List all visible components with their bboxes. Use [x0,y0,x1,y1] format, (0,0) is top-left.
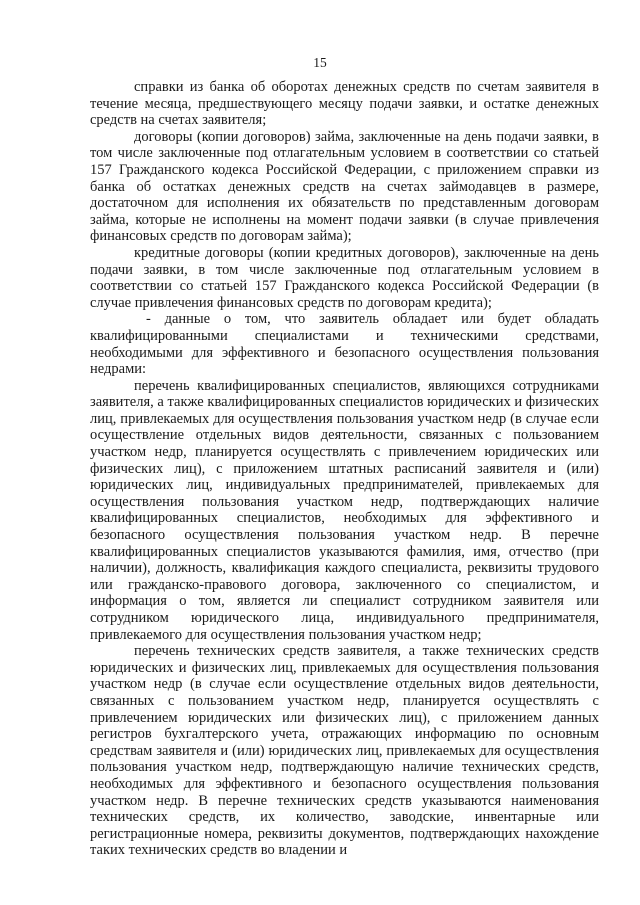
document-body [90,79,599,859]
paragraph-bank-statements: справки из банка об оборотах денежных средств по счетам заявителя в течение месяца, предшествующего месяцу подачи заявки, и остатке денежных средств на счетах заявителя; [90,79,599,129]
paragraph-credit-agreements: кредитные договоры (копии кредитных договоров), заключенные на день подачи заявки, в том числе заключенные под отлагательным условием в соответствии со статьей 157 Гражданского кодекса Российской Федерации (в случае привлечения финансовых средств по договорам кредита); [90,244,599,311]
page-number: 15 [313,55,327,70]
paragraph-technical-means-list: перечень технических средств заявителя, а также технических средств юридических и физических лиц, привлекаемых для осуществления пользования участком недр (в случае если осуществление отдельных видов деятельности, связанных с пользованием участком недр, планируется осуществлять с привлечением юридических или физических лиц), с приложением данных регистров бухгалтерского учета, отражающих информацию по основным средствам заявителя и (или) юридических лиц, привлекаемых для осуществления пользования участком недр, подтверждающую наличие технических средств, необходимых для эффективного и безопасного осуществления пользования участком недр. В перечне технических средств указываются наименования технических средств, их количество, заводские, инвентарные или регистрационные номера, реквизиты документов, подтверждающих нахождение таких технических средств во владении и [90,643,599,859]
paragraph-loan-agreements: договоры (копии договоров) займа, заключенные на день подачи заявки, в том числе заключенные под отлагательным условием в соответствии со статьей 157 Гражданского кодекса Российской Федерации, с приложением справки из банка об остатках денежных средств на счетах займодавцев в размере, достаточном для исполнения их обязательств по представленным договорам займа, которые не исполнены на момент подачи заявки (в случае привлечения финансовых средств по договорам займа); [90,128,599,245]
paragraph-specialists-list: перечень квалифицированных специалистов, являющихся сотрудниками заявителя, а также квалифицированных специалистов юридических и физических лиц, привлекаемых для осуществления пользования участком недр (в случае если осуществление отдельных видов деятельности, связанных с пользованием участком недр, планируется осуществлять с привлечением юридических или физических лиц), с приложением штатных расписаний заявителя и (или) юридических лиц, индивидуальных предпринимателей, привлекаемых для осуществления пользования участком недр, подтверждающих наличие квалифицированных специалистов, необходимых для эффективного и безопасного осуществления пользования участком недр. В перечне квалифицированных специалистов указываются фамилия, имя, отчество (при наличии), должность, квалификация каждого специалиста, реквизиты трудового или гражданско-правового договора, заключенного со специалистом, и информация о том, является ли специалист сотрудником заявителя или сотрудником юридического лица, индивидуального предпринимателя, привлекаемого для осуществления пользования участком недр; [90,377,599,643]
paragraph-specialists-and-means: - данные о том, что заявитель обладает или будет обладать квалифицированными специалистами и техническими средствами, необходимыми для эффективного и безопасного осуществления пользования недрами: [90,311,599,378]
